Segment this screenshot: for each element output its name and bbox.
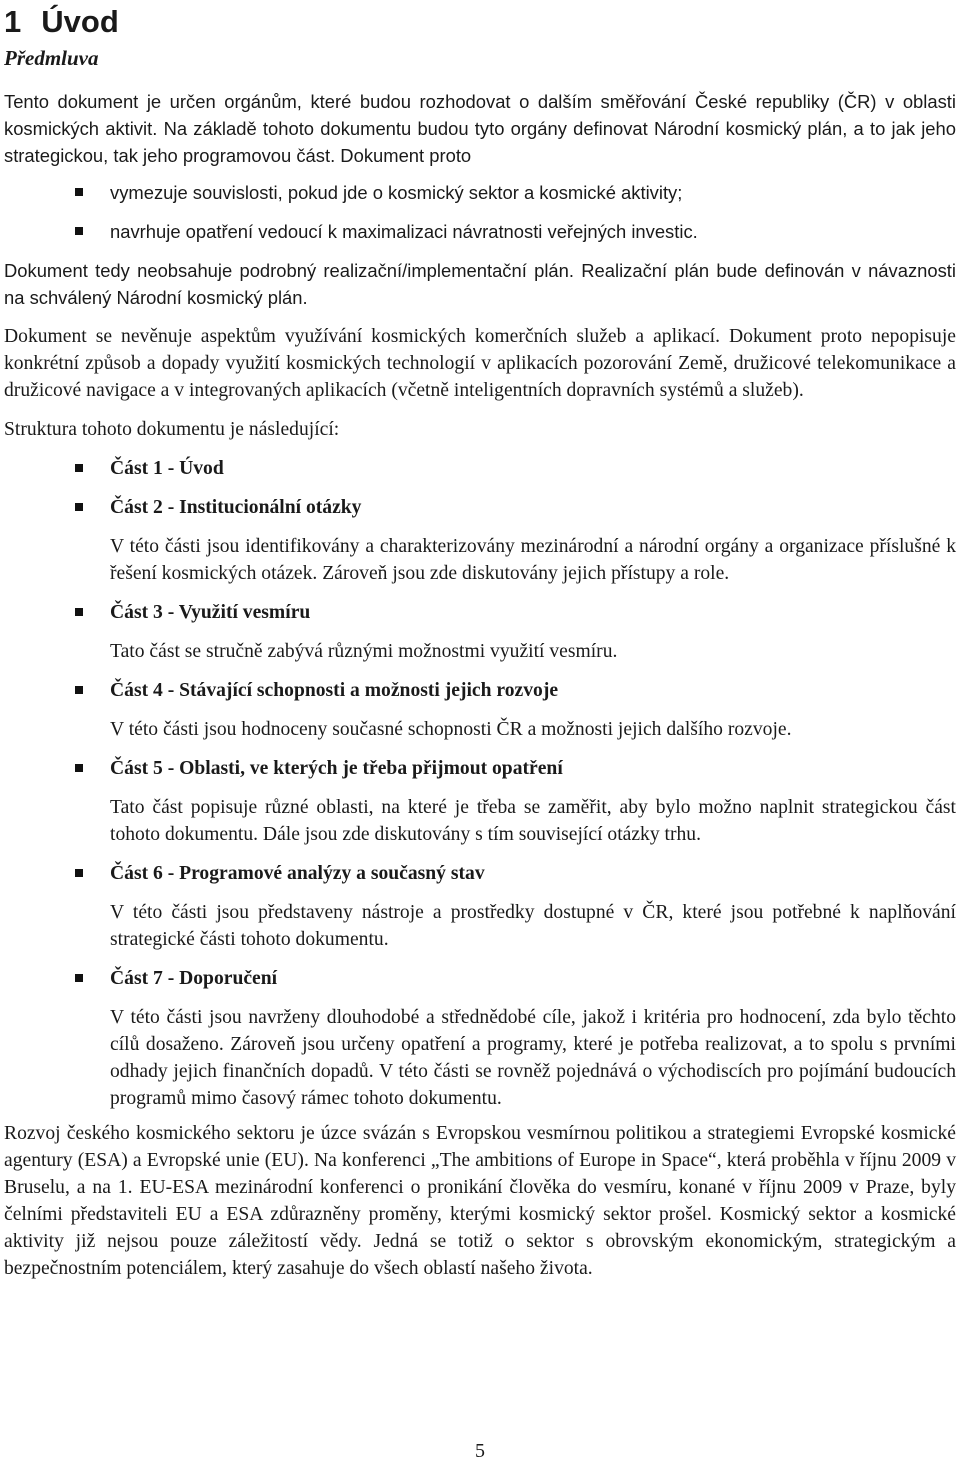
intro-paragraph: Tento dokument je určen orgánům, které budou rozhodovat o dalším směřování České republiky (ČR) v oblasti kosmických aktivit. Na základě tohoto dokumentu budou tyto orgány definovat Národní kosmický plán, a to jak jeho strategickou, tak jeho programovou část. Dokument proto xyxy=(4,91,956,166)
intro-bullet-1: vymezuje souvislosti, pokud jde o kosmický sektor a kosmické aktivity; xyxy=(4,179,956,206)
parts-list xyxy=(4,455,956,1112)
structure-intro: Struktura tohoto dokumentu je následující: xyxy=(4,419,340,440)
part-7-desc: V této části jsou navrženy dlouhodobé a střednědobé cíle, jakož i kritéria pro hodnocení, zda bylo těchto cílů dosaženo. Zároveň jsou určeny opatření a programy, které je potřeba realizovat, a to spolu s prvními odhady jejich finančních dopadů. V této části se rovněž pojednává o východiscích pro pojímání budoucích programů mimo časový rámec tohoto dokumentu. xyxy=(110,1007,956,1109)
part-4-title: Část 4 - Stávající schopnosti a možnosti jejich rozvoje xyxy=(4,677,956,704)
chapter-heading xyxy=(4,4,956,40)
part-2-desc: V této části jsou identifikovány a charakterizovány mezinárodní a národní orgány a organizace příslušné k řešení kosmických otázek. Zároveň jsou zde diskutovány jejich přístupy a role. xyxy=(110,536,956,584)
document-page xyxy=(4,0,956,1282)
closing-paragraph: Rozvoj českého kosmického sektoru je úzce svázán s Evropskou vesmírnou politikou a strategiemi Evropské kosmické agentury (ESA) a Evropské unie (EU). Na konferenci „The ambitions of Europe in Space“, která proběhla v říjnu 2009 v Bruselu, a na 1. EU-ESA mezinárodní konferenci o pronikání člověka do vesmíru, konané v říjnu 2009 v Praze, byly čelními představiteli EU a ESA zdůrazněny proměny, kterými kosmický sektor prošel. Kosmický sektor a kosmické aktivity již nejsou pouze záležitostí vědy. Jedná se totiž o sektor s obrovským ekonomickým, strategickým a bezpečnostním potenciálem, který zasahuje do všech oblastí našeho života. xyxy=(4,1123,956,1279)
chapter-number: 1 xyxy=(4,4,22,39)
part-6-desc: V této části jsou představeny nástroje a prostředky dostupné v ČR, které jsou potřebné k naplňování strategické části tohoto dokumentu. xyxy=(110,902,956,950)
part-7-title: Část 7 - Doporučení xyxy=(4,965,956,992)
part-3-desc: Tato část se stručně zabývá různými možnostmi využití vesmíru. xyxy=(110,641,618,662)
chapter-title: Úvod xyxy=(41,4,119,39)
part-5-title: Část 5 - Oblasti, ve kterých je třeba přijmout opatření xyxy=(4,755,956,782)
part-1-title: Část 1 - Úvod xyxy=(4,455,956,482)
section-subheading: Předmluva xyxy=(4,46,99,70)
part-6-title: Část 6 - Programové analýzy a současný stav xyxy=(4,860,956,887)
part-3-title: Část 3 - Využití vesmíru xyxy=(4,599,956,626)
part-5-desc: Tato část popisuje různé oblasti, na které je třeba se zaměřit, aby bylo možno naplnit strategickou část tohoto dokumentu. Dále jsou zde diskutovány s tím související otázky trhu. xyxy=(110,797,956,845)
part-4-desc: V této části jsou hodnoceny současné schopnosti ČR a možnosti jejich dalšího rozvoje. xyxy=(110,719,792,740)
scope-paragraph: Dokument se nevěnuje aspektům využívání kosmických komerčních služeb a aplikací. Dokument proto nepopisuje konkrétní způsob a dopady využití kosmických technologií v aplikacích pozorování Země, družicové telekomunikace a družicové navigace a v integrovaných aplikacích (včetně inteligentních dopravních systémů a služeb). xyxy=(4,326,956,401)
intro-bullet-2: navrhuje opatření vedoucí k maximalizaci návratnosti veřejných investic. xyxy=(4,218,956,245)
page-number: 5 xyxy=(475,1440,485,1462)
part-2-title: Část 2 - Institucionální otázky xyxy=(4,494,956,521)
plan-paragraph: Dokument tedy neobsahuje podrobný realizační/implementační plán. Realizační plán bude definován v návaznosti na schválený Národní kosmický plán. xyxy=(4,260,956,308)
intro-bullet-list xyxy=(4,179,956,245)
